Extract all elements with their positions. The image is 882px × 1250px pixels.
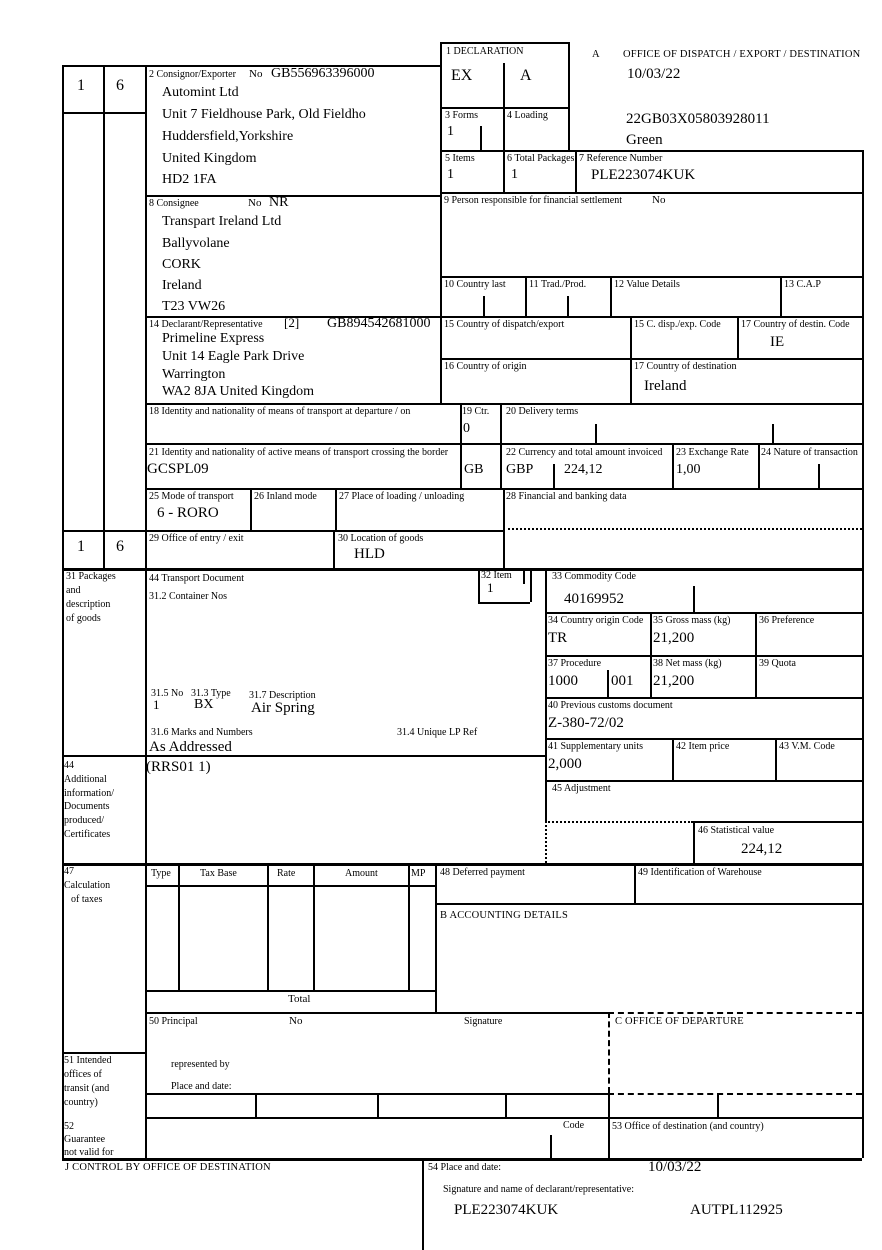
copy-number: 1 [77, 538, 85, 555]
box31-4-unique-lp-ref-label: 31.4 Unique LP Ref [397, 727, 478, 738]
divider-line [178, 863, 180, 990]
box11-trad-prod-label: 11 Trad./Prod. [529, 279, 587, 290]
box1-declaration-subtype: A [520, 67, 532, 84]
box41-supplementary-units-value: 2,000 [548, 756, 582, 772]
box14-declarant-name: Primeline Express [162, 331, 265, 346]
box2-consignor-address-line: Huddersfield,Yorkshire [162, 129, 294, 144]
box18-transport-departure-label: 18 Identity and nationality of means of transport at departure / on [149, 406, 411, 417]
tax-column-mp-header: MP [411, 868, 426, 879]
divider-line [145, 1117, 862, 1119]
divider-line [545, 568, 547, 821]
box42-item-price-label: 42 Item price [676, 741, 730, 752]
box30-goods-location-value: HLD [354, 546, 385, 562]
box12-value-details-label: 12 Value Details [614, 279, 680, 290]
copy-number: 6 [116, 77, 124, 94]
box44-label-line: Documents [64, 801, 110, 812]
divider-line [530, 568, 532, 602]
divider-line [440, 42, 442, 403]
divider-line [672, 738, 674, 780]
box14-declarant-label: 14 Declarant/Representative [149, 319, 263, 330]
box51-label-line: offices of [64, 1069, 102, 1080]
box31-packages-label-line: of goods [66, 613, 101, 624]
box52-code-label: Code [563, 1120, 585, 1131]
divider-line [255, 1093, 257, 1117]
box14-declarant-eori: GB894542681000 [327, 316, 431, 331]
divider-line [440, 192, 862, 194]
box3-forms-label: 3 Forms [445, 110, 479, 121]
tick-line [567, 296, 569, 316]
box8-consignee-address-line: Ballyvolane [162, 236, 230, 251]
box5-items-label: 5 Items [445, 153, 475, 164]
divider-line [440, 358, 862, 360]
box2-consignor-label: 2 Consignor/Exporter [149, 69, 236, 80]
box51-label-line: 51 Intended [64, 1055, 112, 1066]
box48-deferred-payment-label: 48 Deferred payment [440, 867, 525, 878]
box25-transport-mode-value: 6 - RORO [157, 505, 219, 521]
box26-inland-mode-label: 26 Inland mode [254, 491, 317, 502]
dashed-divider-line [608, 1093, 862, 1095]
divider-line [717, 1093, 719, 1117]
divider-line [630, 316, 632, 403]
tick-line [693, 586, 695, 612]
left-border-line [62, 65, 64, 1158]
box15-dispatch-country-label: 15 Country of dispatch/export [444, 319, 565, 330]
box31-packages-label-line: 31 Packages [66, 571, 116, 582]
divider-line [250, 488, 252, 530]
box40-previous-document-label: 40 Previous customs document [548, 700, 673, 711]
box6-total-packages-value: 1 [511, 167, 518, 182]
dotted-divider-line [545, 821, 547, 863]
box40-previous-document-value: Z-380-72/02 [548, 715, 624, 731]
box21-nationality-value: GB [464, 462, 484, 477]
box20-delivery-terms-label: 20 Delivery terms [506, 406, 579, 417]
box36-preference-label: 36 Preference [759, 615, 815, 626]
divider-line [440, 42, 568, 44]
box23-exchange-rate-label: 23 Exchange Rate [676, 447, 749, 458]
divider-line [435, 903, 862, 905]
divider-line [478, 568, 480, 602]
tick-line [595, 424, 597, 443]
box8-consignee-label: 8 Consignee [149, 198, 199, 209]
divider-line [755, 612, 757, 697]
box17a-destination-code-value: IE [770, 334, 785, 350]
box44-additional-info-value: (RRS01 1) [146, 759, 211, 775]
box39-quota-label: 39 Quota [759, 658, 796, 669]
box7-reference-number-value: PLE223074KUK [591, 167, 696, 183]
box27-loading-place-label: 27 Place of loading / unloading [339, 491, 465, 502]
box14-representative-code: [2] [284, 315, 300, 330]
divider-line [145, 195, 440, 197]
box23-exchange-rate-value: 1,00 [676, 462, 701, 477]
dashed-divider-line [608, 1012, 862, 1014]
tick-line [607, 670, 609, 697]
box1-declaration-type: EX [451, 67, 473, 84]
box9-financial-settlement-label: 9 Person responsible for financial settlement [444, 195, 623, 206]
section-divider-line [62, 863, 862, 866]
box54-authorisation-number: AUTPL112925 [690, 1202, 783, 1218]
box8-consignee-name: Transpart Ireland Ltd [162, 214, 282, 229]
box49-warehouse-id-label: 49 Identification of Warehouse [638, 867, 762, 878]
box46-statistical-value: 224,12 [741, 841, 783, 857]
divider-line [62, 755, 545, 757]
box10-country-last-label: 10 Country last [444, 279, 506, 290]
box14-declarant-postcode: WA2 8JA United Kingdom [162, 384, 315, 399]
section-b-accounting-details-label: B ACCOUNTING DETAILS [440, 910, 568, 921]
box54-place-date-label: 54 Place and date: [428, 1162, 502, 1173]
tax-total-label: Total [288, 993, 311, 1005]
box2-consignor-address-line: Unit 7 Fieldhouse Park, Old Fieldho [162, 107, 366, 122]
tick-line [483, 296, 485, 316]
box35-gross-mass-value: 21,200 [653, 630, 695, 646]
box45-adjustment-label: 45 Adjustment [552, 783, 611, 794]
tax-column-amount-header: Amount [345, 868, 378, 879]
divider-line [145, 885, 435, 887]
box34-origin-code-label: 34 Country origin Code [548, 615, 644, 626]
divider-line [780, 276, 782, 316]
box14-declarant-address-line: Warrington [162, 367, 226, 382]
divider-line [545, 697, 862, 699]
box28-financial-data-label: 28 Financial and banking data [506, 491, 627, 502]
copy-number: 1 [77, 77, 85, 94]
box51-label-line: transit (and [64, 1083, 110, 1094]
box16-origin-country-label: 16 Country of origin [444, 361, 527, 372]
box2-no-label: No [249, 68, 263, 80]
divider-line [377, 1093, 379, 1117]
divider-line [505, 1093, 507, 1117]
box33-commodity-code-value: 40169952 [564, 591, 624, 607]
box19-container-value: 0 [463, 421, 470, 436]
box44-label-line: information/ [64, 788, 114, 799]
section-j-control-label: J CONTROL BY OFFICE OF DESTINATION [65, 1162, 271, 1173]
box9-no-label: No [652, 194, 666, 206]
box35-gross-mass-label: 35 Gross mass (kg) [653, 615, 731, 626]
box47-label-line: 47 [64, 866, 74, 877]
section-divider-line [62, 568, 862, 571]
divider-line [575, 150, 577, 192]
box31-6-marks-label: 31.6 Marks and Numbers [151, 727, 253, 738]
divider-line [568, 42, 570, 150]
copy-number: 6 [116, 538, 124, 555]
box31-7-description-value: Air Spring [251, 700, 315, 716]
tick-line [480, 126, 482, 150]
divider-line [500, 403, 502, 488]
tick-line [550, 1135, 552, 1158]
divider-line [503, 488, 505, 568]
box38-net-mass-value: 21,200 [653, 673, 695, 689]
tax-column-type-header: Type [151, 868, 171, 879]
box31-6-marks-value: As Addressed [149, 739, 232, 755]
divider-line [145, 403, 862, 405]
divider-line [545, 655, 862, 657]
section-a-letter: A [592, 49, 600, 60]
divider-line [145, 990, 435, 992]
dashed-divider-line [608, 1012, 610, 1093]
box31-packages-label-line: and [66, 585, 81, 596]
box43-vm-code-label: 43 V.M. Code [779, 741, 835, 752]
divider-line [545, 738, 862, 740]
section-a-title: OFFICE OF DISPATCH / EXPORT / DESTINATION [623, 49, 861, 60]
box54-date-value: 10/03/22 [648, 1159, 702, 1175]
box31-2-container-nos-label: 31.2 Container Nos [149, 591, 228, 602]
divider-line [422, 1158, 424, 1250]
divider-line [693, 821, 862, 823]
box8-consignee-postcode: T23 VW26 [162, 299, 226, 314]
box2-consignor-eori: GB556963396000 [271, 66, 375, 81]
box50-represented-by-label: represented by [171, 1059, 230, 1070]
box51-label-line: country) [64, 1097, 98, 1108]
divider-line [503, 63, 505, 192]
divider-line [608, 1093, 610, 1158]
divider-line [145, 1012, 608, 1014]
box31-5-no-value: 1 [153, 697, 160, 712]
divider-line [634, 863, 636, 903]
divider-line [775, 738, 777, 780]
divider-line [610, 276, 612, 316]
box50-place-and-date-label: Place and date: [171, 1081, 232, 1092]
box17a-destination-code-label: 17 Country of destin. Code [741, 319, 850, 330]
box37-procedure-value: 1000 [548, 673, 578, 689]
divider-line [408, 863, 410, 990]
box31-3-type-label: 31.3 Type [191, 688, 231, 699]
dotted-divider-line [545, 821, 693, 823]
box17-destination-country-value: Ireland [644, 378, 687, 394]
box4-loading-label: 4 Loading [507, 110, 548, 121]
divider-line [435, 863, 437, 1012]
divider-line [758, 443, 760, 488]
box50-principal-label: 50 Principal [149, 1016, 198, 1027]
box44-transport-document-label: 44 Transport Document [149, 573, 244, 584]
box22-amount-value: 224,12 [564, 462, 603, 477]
tick-line [523, 568, 525, 584]
box8-consignee-address-line: CORK [162, 257, 201, 272]
box31-3-type-value: BX [194, 697, 214, 712]
box52-label-line: 52 [64, 1121, 74, 1132]
divider-line [62, 530, 503, 532]
tick-line [553, 464, 555, 488]
box32-item-value: 1 [487, 580, 494, 595]
divider-line [737, 316, 739, 358]
box2-consignor-name: Automint Ltd [162, 85, 239, 100]
divider-line [545, 780, 862, 782]
box37-procedure-label: 37 Procedure [548, 658, 602, 669]
box19-container-label: 19 Ctr. [462, 406, 490, 417]
box52-label-line: not valid for [64, 1147, 114, 1158]
box1-declaration-label: 1 DECLARATION [446, 46, 524, 57]
box29-entry-exit-office-label: 29 Office of entry / exit [149, 533, 244, 544]
box34-origin-code-value: TR [548, 630, 568, 646]
tick-line [772, 424, 774, 443]
routing-status: Green [626, 132, 663, 148]
divider-line [650, 612, 652, 697]
dispatch-date: 10/03/22 [627, 66, 681, 82]
box47-label-line: Calculation [64, 880, 111, 891]
box31-5-no-label: 31.5 No [151, 688, 184, 699]
divider-line [545, 612, 862, 614]
divider-line [103, 65, 105, 568]
box21-active-transport-value: GCSPL09 [147, 461, 209, 477]
section-divider-line [62, 1158, 862, 1161]
tick-line [818, 464, 820, 488]
right-border-line [862, 150, 864, 1158]
box8-consignee-address-line: Ireland [162, 278, 202, 293]
box33-commodity-code-label: 33 Commodity Code [552, 571, 636, 582]
box3-forms-value: 1 [447, 124, 454, 139]
box46-statistical-value-label: 46 Statistical value [698, 825, 775, 836]
box47-label-line: of taxes [71, 894, 103, 905]
box17-destination-country-label: 17 Country of destination [634, 361, 737, 372]
box44-label-line: Additional [64, 774, 107, 785]
divider-line [333, 530, 335, 568]
box37-procedure-extra-value: 001 [611, 673, 634, 689]
box50-signature-label: Signature [464, 1016, 503, 1027]
divider-line [267, 863, 269, 990]
box44-label-line: produced/ [64, 815, 104, 826]
box53-destination-office-label: 53 Office of destination (and country) [612, 1121, 764, 1132]
divider-line [145, 65, 147, 1158]
divider-line [478, 602, 530, 604]
divider-line [313, 863, 315, 990]
movement-reference-number: 22GB03X05803928011 [626, 111, 770, 127]
divider-line [145, 443, 862, 445]
divider-line [693, 821, 695, 863]
box54-signature-name-label: Signature and name of declarant/representative: [443, 1184, 635, 1195]
box31-7-description-label: 31.7 Description [249, 690, 316, 701]
tax-column-rate-header: Rate [277, 868, 296, 879]
box8-no-label: No [248, 197, 262, 209]
section-c-office-of-departure-label: C OFFICE OF DEPARTURE [615, 1016, 744, 1027]
divider-line [62, 65, 440, 67]
box2-consignor-postcode: HD2 1FA [162, 172, 217, 187]
box25-transport-mode-label: 25 Mode of transport [149, 491, 234, 502]
tax-column-base-header: Tax Base [200, 868, 237, 879]
box31-packages-label-line: description [66, 599, 111, 610]
box30-goods-location-label: 30 Location of goods [338, 533, 424, 544]
box44-label-line: Certificates [64, 829, 111, 840]
divider-line [145, 316, 862, 318]
box52-label-line: Guarantee [64, 1134, 106, 1145]
box38-net-mass-label: 38 Net mass (kg) [653, 658, 722, 669]
box8-consignee-id: NR [269, 195, 289, 210]
box54-signature-reference: PLE223074KUK [454, 1202, 559, 1218]
box14-declarant-address-line: Unit 14 Eagle Park Drive [162, 349, 305, 364]
box22-currency-value: GBP [506, 462, 534, 477]
box7-reference-number-label: 7 Reference Number [579, 153, 663, 164]
box15a-dispatch-code-label: 15 C. disp./exp. Code [634, 319, 721, 330]
box44-label-line: 44 [64, 760, 74, 771]
divider-line [672, 443, 674, 488]
box6-total-packages-label: 6 Total Packages [507, 153, 575, 164]
divider-line [525, 276, 527, 316]
box13-cap-label: 13 C.A.P [784, 279, 821, 290]
box32-item-label: 32 Item [481, 570, 512, 581]
divider-line [440, 276, 862, 278]
box2-consignor-address-line: United Kingdom [162, 151, 257, 166]
divider-line [62, 1052, 145, 1054]
box21-active-transport-label: 21 Identity and nationality of active means of transport crossing the border [149, 447, 449, 458]
dotted-divider-line [503, 528, 862, 530]
box24-transaction-nature-label: 24 Nature of transaction [761, 447, 858, 458]
divider-line [335, 488, 337, 530]
box41-supplementary-units-label: 41 Supplementary units [548, 741, 643, 752]
box5-items-value: 1 [447, 167, 454, 182]
box22-currency-label: 22 Currency and total amount invoiced [506, 447, 663, 458]
box50-no-label: No [289, 1015, 303, 1027]
